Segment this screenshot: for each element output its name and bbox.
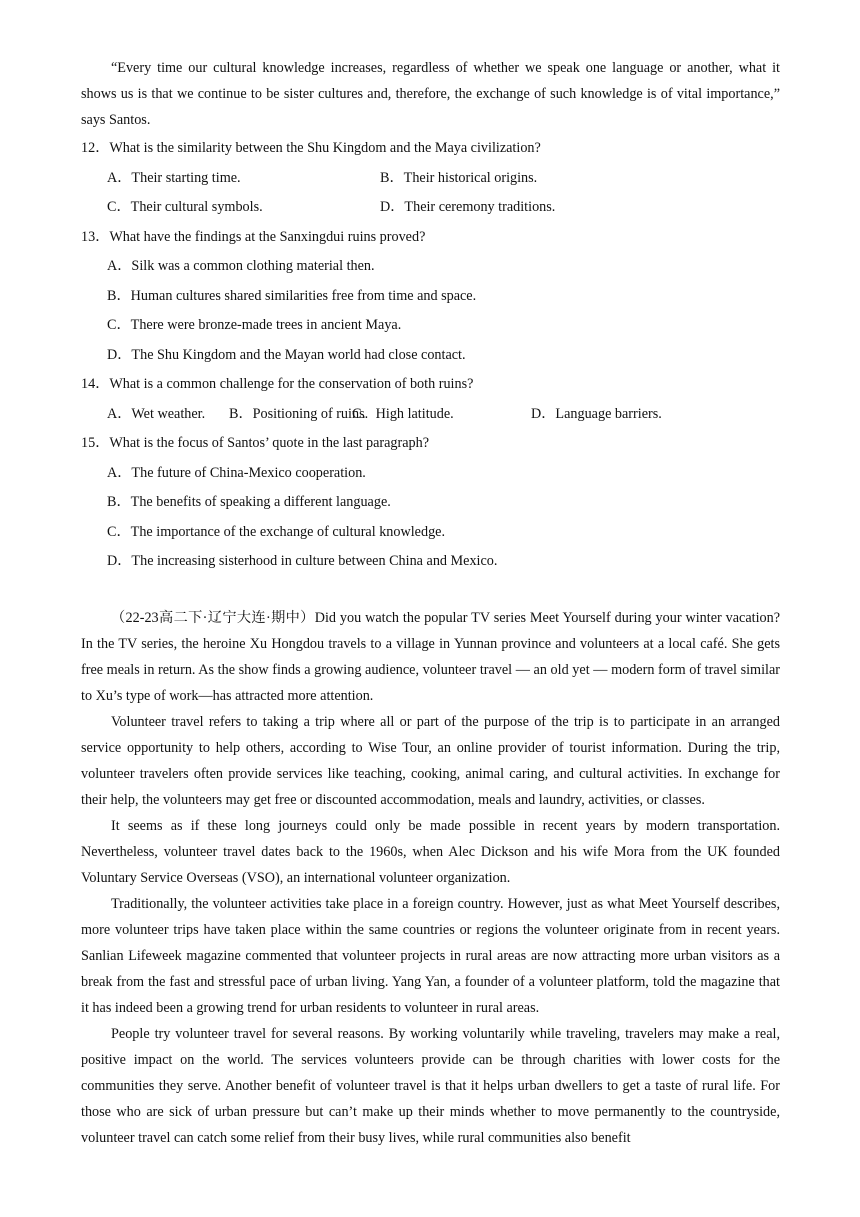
option-a: A．Their starting time. — [107, 169, 241, 186]
passage2-paragraph: Traditionally, the volunteer activities take place in a foreign country. However, just as what Meet Yourself describes, more volunteer trips have taken place within the same countries or regions the volunteer originate from in recent years. Sanlian Lifeweek magazine commented that volunteer projects in rural areas are now attracting more urban visitors as a break from the fast and stressful pace of urban living. Yang Yan, a founder of a volunteer platform, told the magazine that it has indeed been a growing trend for urban residents to volunteer in rural areas. — [81, 895, 780, 1016]
option-b: B．Their historical origins. — [380, 169, 538, 186]
option-c: C．Their cultural symbols. — [107, 199, 263, 215]
option-c: C．There were bronze-made trees in ancient Maya. — [107, 317, 402, 333]
option-d: D．Language barriers. — [531, 405, 662, 422]
option-d: D．The increasing sisterhood in culture between China and Mexico. — [107, 553, 498, 569]
question-12 — [81, 134, 780, 223]
option-a: A．The future of China-Mexico cooperation. — [107, 464, 366, 481]
option-b: B．Positioning of ruins. — [229, 405, 369, 422]
question-stem: 15．What is the focus of Santos’ quote in the last paragraph? — [81, 435, 430, 451]
passage1-closing-paragraph: “Every time our cultural knowledge increases, regardless of whether we speak one language or another, what it shows us is that we continue to be sister cultures and, therefore, the exchange of such knowledge is of vital importance,” says Santos. — [81, 60, 780, 128]
question-stem: 14．What is a common challenge for the conservation of both ruins? — [81, 376, 474, 392]
question-stem: 12．What is the similarity between the Shu Kingdom and the Maya civilization? — [81, 140, 541, 156]
question-stem: 13．What have the findings at the Sanxingdui ruins proved? — [81, 228, 426, 245]
passage2 — [81, 605, 780, 1151]
option-c: C．High latitude. — [352, 405, 454, 422]
option-a: A．Silk was a common clothing material then. — [107, 258, 375, 274]
question-13 — [81, 223, 780, 371]
option-d: D．The Shu Kingdom and the Mayan world had close contact. — [107, 346, 466, 363]
option-b: B．The benefits of speaking a different language. — [107, 494, 391, 510]
question-14 — [81, 370, 780, 429]
passage2-paragraph: It seems as if these long journeys could only be made possible in recent years by modern transportation. Nevertheless, volunteer travel dates back to the 1960s, when Alec Dickson and his wife Mora from the UK founded Voluntary Service Overseas (VSO), an international volunteer organization. — [81, 817, 780, 886]
question-15 — [81, 429, 780, 577]
option-c: C．The importance of the exchange of cultural knowledge. — [107, 523, 446, 540]
option-a: A．Wet weather. — [107, 405, 206, 422]
option-d: D．Their ceremony traditions. — [380, 199, 556, 215]
option-b: B．Human cultures shared similarities free from time and space. — [107, 287, 477, 304]
passage2-paragraph: People try volunteer travel for several reasons. By working voluntarily while traveling, travelers may make a real, positive impact on the world. The services volunteers provide can be through charities with lower costs for the communities they serve. Another benefit of volunteer travel is that it helps urban dwellers to get a taste of rural life. For those who are sick of urban pressure but can’t make up their minds whether to move permanently to the countryside, volunteer travel can catch some relief from their busy lives, while rural communities also benefit — [81, 1025, 780, 1146]
passage2-paragraph: Volunteer travel refers to taking a trip where all or part of the purpose of the trip is to participate in an arranged service opportunity to help others, according to Wise Tour, an online provider of tourist information. During the trip, volunteer travelers often provide services like teaching, cooking, animal caring, and cultural activities. In exchange for their help, the volunteers may get free or discounted accommodation, meals and laundry, activities, or classes. — [81, 713, 780, 808]
document-page — [81, 55, 780, 1151]
passage2-paragraph: （22-23高二下·辽宁大连·期中）Did you watch the popular TV series Meet Yourself during your winter vacation? In the TV series, the heroine Xu Hongdou travels to a village in Yunnan province and volunteers at a local café. She gets free meals in return. As the show finds a growing audience, volunteer travel — an old yet — modern form of travel similar to Xu’s type of work—has attracted more attention. — [81, 609, 780, 704]
